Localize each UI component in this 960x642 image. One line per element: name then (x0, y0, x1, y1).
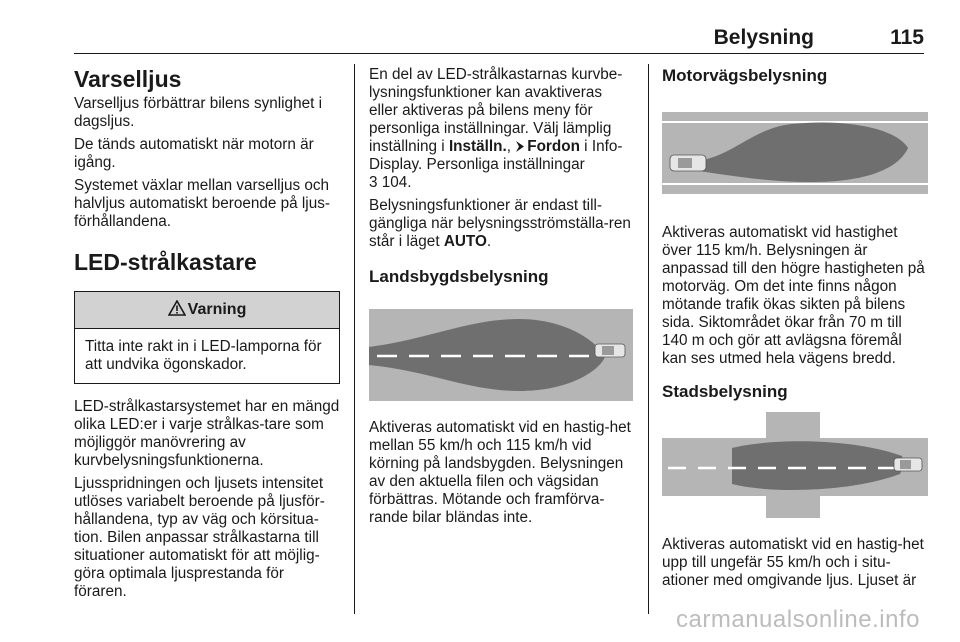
header-rule (74, 53, 924, 54)
warning-header (75, 292, 339, 329)
paragraph: Aktiveras automatiskt vid en hastig-het upp till ungefär 55 km/h och i situ-ationer med omgivande ljus. Ljuset är (662, 536, 924, 589)
paragraph: Aktiveras automatiskt vid hastighet över 115 km/h. Belysningen är anpassad till den högre hastigheten på motorväg. Om det inte finns någon mötande trafik ökas sikten på bilens sida. Siktområdet ökar från 70 m till 140 m och gör att avlägsna föremål kan ses utmed hela vägens bredd. (662, 224, 925, 367)
paragraph: Varselljus förbättrar bilens synlighet i dagsljus. (74, 95, 322, 130)
warning-box (74, 291, 340, 384)
heading-stadsbelysning: Stadsbelysning (662, 382, 788, 401)
paragraph: En del av LED-strålkastarnas kurvbe-lysningsfunktioner kan avaktiveras eller aktiveras på bilens meny för personliga inställningar. Välj lämplig inställning i Inställn., Fordon i Info-Display. Personliga inställningar 3 104. (369, 66, 623, 191)
watermark: carmanualsonline.info (676, 606, 920, 633)
menu-fordon: Fordon (527, 138, 580, 155)
paragraph: Systemet växlar mellan varselljus och halvljus automatiskt beroende på ljus-förhållandena. (74, 177, 330, 230)
heading-motorvagsbelysning: Motorvägsbelysning (662, 66, 828, 85)
country-lighting-illustration (369, 309, 633, 401)
heading-led-stralkastare: LED-strålkastare (74, 249, 257, 275)
column-divider (648, 64, 649, 614)
warning-title: Varning (187, 301, 247, 318)
paragraph: LED-strålkastarsystemet har en mängd olika LED:er i varje strålkas-tare som möjliggör manövrering av kurvbelysningsfunktionerna. (74, 398, 340, 469)
page-header (0, 26, 924, 54)
arrow-right-icon (515, 141, 525, 152)
mode-auto: AUTO (443, 233, 487, 250)
warning-triangle-icon (168, 300, 186, 316)
heading-landsbygdsbelysning: Landsbygdsbelysning (369, 267, 549, 286)
menu-installn: Inställn. (448, 138, 507, 155)
column-3 (662, 66, 928, 595)
page-reference[interactable]: 3 104. (369, 174, 412, 191)
city-lighting-illustration (662, 412, 928, 518)
page-number: 115 (890, 26, 924, 49)
paragraph: Ljusspridningen och ljusets intensitet utlöses variabelt beroende på ljusför-hållandena, typ av väg och körsitua-tion. Bilen anpassar strålkastarna till situationer automatiskt för att möjlig-göra optimala ljusprestanda för föraren. (74, 475, 325, 600)
paragraph: Belysningsfunktioner är endast till-gängliga när belysningsströmställa-ren står i läget AUTO. (369, 197, 631, 250)
heading-varselljus: Varselljus (74, 66, 182, 92)
column-1 (74, 66, 340, 606)
section-title: Belysning (713, 26, 814, 49)
paragraph: De tänds automatiskt när motorn är igång. (74, 136, 314, 171)
warning-body (75, 329, 339, 383)
warning-text: Titta inte rakt in i LED-lamporna för att undvika ögonskador. (85, 338, 322, 373)
paragraph: Aktiveras automatiskt vid en hastig-het mellan 55 km/h och 115 km/h vid körning på landsbygden. Belysningen av den aktuella filen och vägsidan förbättras. Mötande och framförva-rande bilar bländas inte. (369, 419, 631, 526)
column-divider (354, 64, 355, 614)
car-icon (894, 458, 922, 471)
car-icon (670, 155, 706, 171)
column-2 (369, 66, 633, 532)
highway-lighting-illustration (662, 100, 928, 206)
car-icon (595, 344, 625, 357)
